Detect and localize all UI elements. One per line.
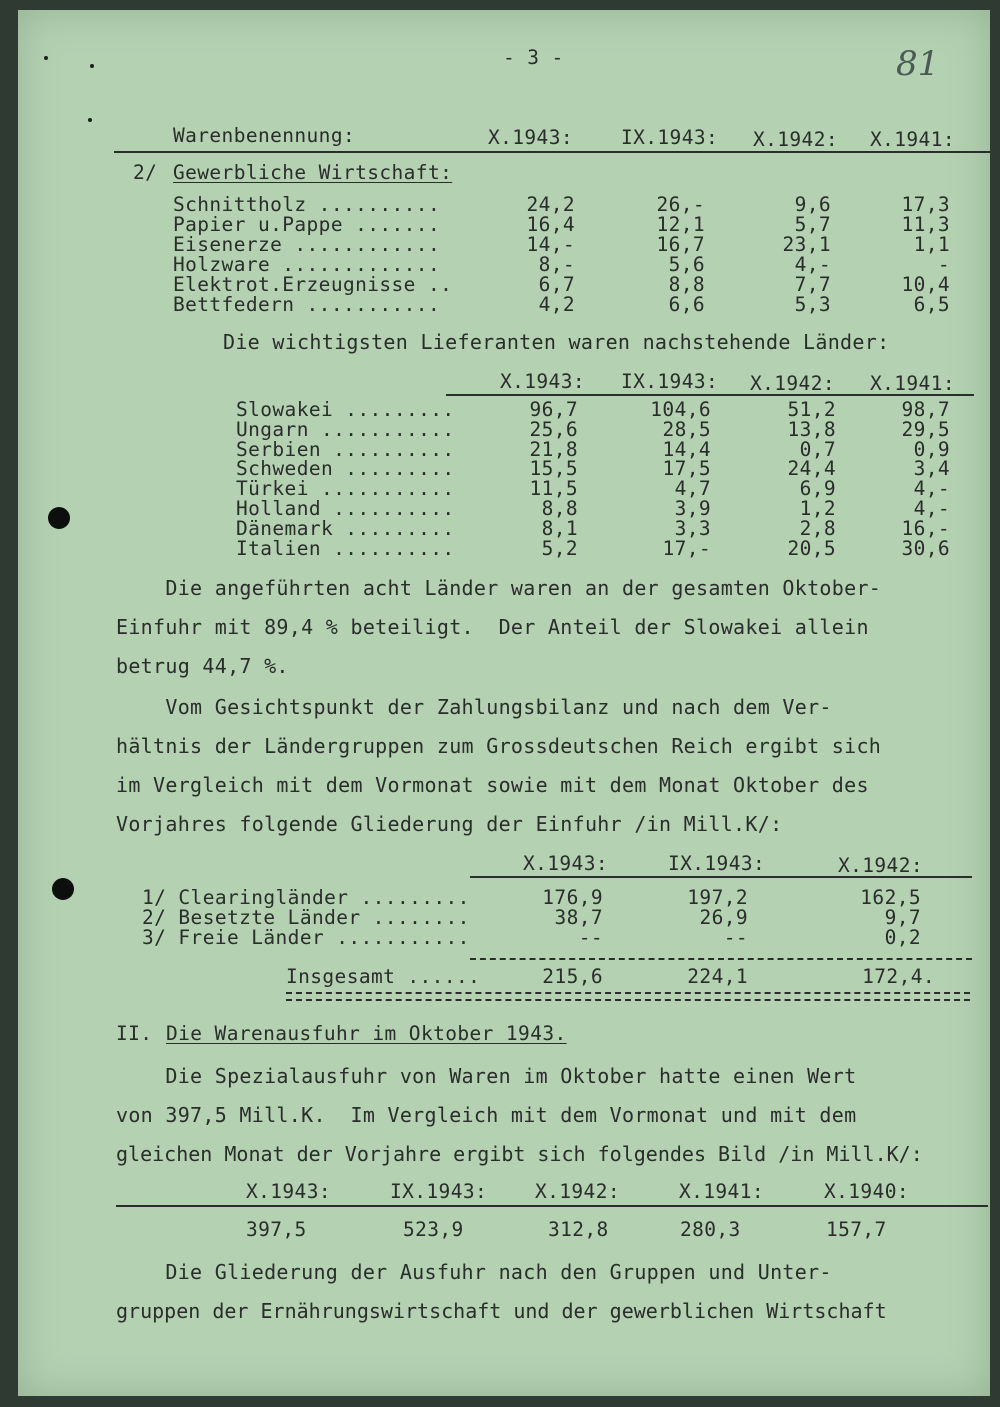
- section-title: Die Warenausfuhr im Oktober 1943.: [166, 1022, 567, 1045]
- cell-x1943: 38,7: [554, 906, 603, 929]
- ink-speck: [88, 118, 92, 122]
- cell-x1943: 25,6: [529, 418, 578, 441]
- header-rule: [470, 876, 972, 878]
- row-label: Schweden .........: [236, 457, 455, 480]
- group-title: Gewerbliche Wirtschaft:: [173, 161, 453, 184]
- cell-x1941: 10,4: [901, 273, 950, 296]
- cell-x1941: 29,5: [901, 418, 950, 441]
- cell-ix1943: 16,7: [656, 233, 705, 256]
- cell-x1943: --: [578, 926, 603, 949]
- cell-ix1943: --: [723, 926, 748, 949]
- text-line: betrug 44,7 %.: [116, 654, 289, 678]
- cell-x1942: 51,2: [787, 398, 836, 421]
- cell-x1941: 0,9: [913, 438, 950, 461]
- header-rule: [446, 394, 974, 396]
- cell-x1941: 30,6: [901, 537, 950, 560]
- row-label: Ungarn ...........: [236, 418, 455, 441]
- text-line: Die Spezialausfuhr von Waren im Oktober hatte einen Wert: [116, 1064, 857, 1088]
- text-line: Vorjahres folgende Gliederung der Einfuhr /in Mill.K/:: [116, 812, 783, 836]
- punch-hole: [52, 878, 74, 900]
- sum-rule: [470, 958, 972, 960]
- cell-x1942: 7,7: [794, 273, 831, 296]
- cell-x1943: 8,-: [538, 253, 575, 276]
- cell-x1941: -: [937, 253, 950, 276]
- cell-x1942: 23,1: [782, 233, 831, 256]
- cell-x1943: 176,9: [542, 886, 603, 909]
- column-header-x1942: X.1942:: [750, 372, 835, 395]
- cell-x1943: 16,4: [526, 213, 575, 236]
- ink-speck: [44, 56, 48, 60]
- cell-ix1943: 4,7: [674, 477, 711, 500]
- cell-ix1943: 3,9: [674, 497, 711, 520]
- column-header-x1942: X.1942:: [753, 128, 838, 151]
- punch-hole: [48, 507, 70, 529]
- cell-x1941: 4,-: [913, 477, 950, 500]
- column-header-ix1943: IX.1943:: [668, 852, 766, 875]
- cell-x1942: 1,2: [799, 497, 836, 520]
- column-header-x1941: X.1941:: [870, 128, 955, 151]
- cell-x1941: 6,5: [913, 293, 950, 316]
- cell-x1943: 24,2: [526, 193, 575, 216]
- cell-x1942: 5,3: [794, 293, 831, 316]
- row-label: 2/ Besetzte Länder ........: [142, 906, 470, 929]
- cell-x1942: 2,8: [799, 517, 836, 540]
- text-line: hältnis der Ländergruppen zum Grossdeutschen Reich ergibt sich: [116, 734, 882, 758]
- column-header-x1943: X.1943:: [523, 852, 608, 875]
- paragraph-suppliers-intro: Die wichtigsten Lieferanten waren nachstehende Länder:: [223, 330, 890, 354]
- cell-x1942: 0,7: [799, 438, 836, 461]
- cell-x1943: 21,8: [529, 438, 578, 461]
- total-x1942: 172,4.: [862, 965, 935, 988]
- cell-x1941: 4,-: [913, 497, 950, 520]
- column-header-x1943: X.1943:: [500, 370, 585, 393]
- row-label: Serbien ..........: [236, 438, 455, 461]
- total-x1943: 215,6: [542, 965, 603, 988]
- cell-ix1943: 5,6: [668, 253, 705, 276]
- row-label: Bettfedern ...........: [173, 293, 441, 316]
- column-header-x1941: X.1941:: [870, 372, 955, 395]
- cell-x1942: 0,2: [884, 926, 921, 949]
- column-header-x1940: X.1940:: [824, 1180, 909, 1203]
- row-label: Elektrot.Erzeugnisse ..: [173, 273, 453, 296]
- cell-x1941: 1,1: [913, 233, 950, 256]
- cell-x1941: 98,7: [901, 398, 950, 421]
- total-ix1943: 224,1: [687, 965, 748, 988]
- cell-x1942: 13,8: [787, 418, 836, 441]
- row-label: Dänemark .........: [236, 517, 455, 540]
- cell-x1942: 20,5: [787, 537, 836, 560]
- cell-x1943: 8,8: [541, 497, 578, 520]
- text-line: Die Gliederung der Ausfuhr nach den Gruppen und Unter-: [116, 1260, 832, 1284]
- value-x1941: 280,3: [680, 1218, 741, 1241]
- cell-x1941: 11,3: [901, 213, 950, 236]
- row-label: Slowakei .........: [236, 398, 455, 421]
- header-rule: [114, 151, 990, 153]
- column-header-x1942: X.1942:: [838, 854, 923, 877]
- document-page: [18, 10, 990, 1396]
- cell-x1941: 3,4: [913, 457, 950, 480]
- cell-x1943: 15,5: [529, 457, 578, 480]
- cell-ix1943: 28,5: [662, 418, 711, 441]
- cell-x1942: 24,4: [787, 457, 836, 480]
- column-header-ix1943: IX.1943:: [621, 370, 719, 393]
- text-line: Die angeführten acht Länder waren an der gesamten Oktober-: [116, 576, 882, 600]
- column-header-ix1943: IX.1943:: [390, 1180, 488, 1203]
- cell-x1943: 4,2: [538, 293, 575, 316]
- row-label: Schnittholz ..........: [173, 193, 441, 216]
- text-line: im Vergleich mit dem Vormonat sowie mit dem Monat Oktober des: [116, 773, 869, 797]
- cell-x1943: 96,7: [529, 398, 578, 421]
- column-header-x1942: X.1942:: [535, 1180, 620, 1203]
- cell-x1942: 9,6: [794, 193, 831, 216]
- row-label: Türkei ...........: [236, 477, 455, 500]
- column-header-x1941: X.1941:: [679, 1180, 764, 1203]
- value-ix1943: 523,9: [403, 1218, 464, 1241]
- cell-ix1943: 17,-: [662, 537, 711, 560]
- group-number: 2/: [133, 161, 158, 184]
- text-line: gruppen der Ernährungswirtschaft und der gewerblichen Wirtschaft: [116, 1299, 887, 1323]
- column-header-x1943: X.1943:: [246, 1180, 331, 1203]
- text-line: Einfuhr mit 89,4 % beteiligt. Der Anteil der Slowakei allein: [116, 615, 869, 639]
- cell-ix1943: 8,8: [668, 273, 705, 296]
- value-x1940: 157,7: [826, 1218, 887, 1241]
- value-x1943: 397,5: [246, 1218, 307, 1241]
- total-label: Insgesamt ......: [286, 965, 481, 988]
- cell-ix1943: 3,3: [674, 517, 711, 540]
- cell-x1943: 14,-: [526, 233, 575, 256]
- handwritten-folio-number: 81: [896, 44, 940, 84]
- cell-ix1943: 14,4: [662, 438, 711, 461]
- row-label: 3/ Freie Länder ...........: [142, 926, 470, 949]
- cell-ix1943: 6,6: [668, 293, 705, 316]
- row-label: Papier u.Pappe .......: [173, 213, 441, 236]
- row-label: Eisenerze ............: [173, 233, 441, 256]
- cell-x1942: 6,9: [799, 477, 836, 500]
- cell-x1943: 6,7: [538, 273, 575, 296]
- cell-x1941: 17,3: [901, 193, 950, 216]
- cell-x1943: 8,1: [541, 517, 578, 540]
- cell-x1943: 11,5: [529, 477, 578, 500]
- row-label: 1/ Clearingländer .........: [142, 886, 470, 909]
- ink-speck: [90, 64, 94, 68]
- row-label: Holzware .............: [173, 253, 441, 276]
- column-header-ix1943: IX.1943:: [621, 126, 719, 149]
- cell-x1942: 5,7: [794, 213, 831, 236]
- cell-ix1943: 104,6: [650, 398, 711, 421]
- page-number: - 3 -: [503, 46, 564, 69]
- cell-x1942: 4,-: [794, 253, 831, 276]
- cell-ix1943: 26,9: [699, 906, 748, 929]
- cell-x1943: 5,2: [541, 537, 578, 560]
- section-number: II.: [116, 1022, 153, 1045]
- header-rule: [116, 1205, 988, 1207]
- cell-ix1943: 12,1: [656, 213, 705, 236]
- text-line: Vom Gesichtspunkt der Zahlungsbilanz und nach dem Ver-: [116, 695, 832, 719]
- cell-x1941: 16,-: [901, 517, 950, 540]
- row-label: Italien ..........: [236, 537, 455, 560]
- cell-x1942: 162,5: [860, 886, 921, 909]
- column-header-x1943: X.1943:: [488, 126, 573, 149]
- text-line: gleichen Monat der Vorjahre ergibt sich folgendes Bild /in Mill.K/:: [116, 1142, 923, 1166]
- value-x1942: 312,8: [548, 1218, 609, 1241]
- text-line: von 397,5 Mill.K. Im Vergleich mit dem Vormonat und mit dem: [116, 1103, 857, 1127]
- double-underline: [286, 992, 970, 1001]
- cell-ix1943: 17,5: [662, 457, 711, 480]
- column-header-commodity: Warenbenennung:: [173, 124, 356, 147]
- row-label: Holland ..........: [236, 497, 455, 520]
- cell-x1942: 9,7: [884, 906, 921, 929]
- cell-ix1943: 197,2: [687, 886, 748, 909]
- cell-ix1943: 26,-: [656, 193, 705, 216]
